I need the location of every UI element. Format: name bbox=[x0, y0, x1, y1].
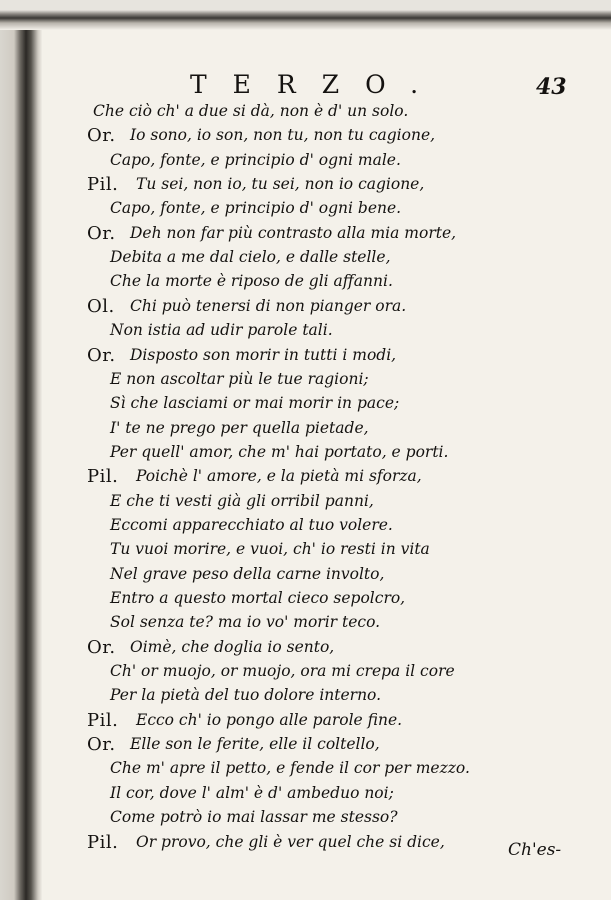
verse-line bbox=[0, 757, 611, 780]
verse-line bbox=[0, 538, 611, 561]
verse-line-text: Che la morte è riposo de gli affanni. bbox=[110, 272, 393, 291]
verse-line-text: Sol senza te? ma io vo' morir teco. bbox=[110, 613, 381, 632]
verse-line-text: Ch' or muojo, or muojo, ora mi crepa il core bbox=[110, 662, 455, 681]
verse-line-text: Debita a me dal cielo, e dalle stelle, bbox=[110, 248, 391, 267]
verse-line bbox=[0, 660, 611, 683]
verse-line-text: Come potrò io mai lassar me stesso? bbox=[110, 808, 398, 827]
verse-line-text: Per quell' amor, che m' hai portato, e porti. bbox=[110, 442, 449, 461]
speaker-label: Pil. bbox=[87, 174, 119, 196]
verse-line bbox=[0, 587, 611, 610]
speaker-label: Or. bbox=[87, 636, 116, 658]
running-title: TERZO. bbox=[190, 70, 445, 99]
verse-line-text: I' te ne prego per quella pietade, bbox=[110, 418, 369, 437]
verse-line bbox=[0, 149, 611, 172]
verse-line bbox=[0, 684, 611, 707]
verse-line-text: Capo, fonte, e principio d' ogni bene. bbox=[110, 199, 402, 218]
verse-line bbox=[0, 514, 611, 537]
verse-line-text: E non ascoltar più le tue ragioni; bbox=[110, 369, 369, 388]
verse-line-text: Eccomi apparecchiato al tuo volere. bbox=[110, 515, 393, 534]
verse-line-text: Ecco ch' io pongo alle parole fine. bbox=[136, 710, 403, 729]
speaker-label: Pil. bbox=[87, 709, 119, 731]
verse-line-text: Per la pietà del tuo dolore interno. bbox=[110, 686, 382, 705]
verse-line-text: Non istia ad udir parole tali. bbox=[110, 321, 333, 340]
verse-line bbox=[0, 709, 611, 732]
verse-line-text: Che m' apre il petto, e fende il cor per mezzo. bbox=[110, 759, 470, 778]
verse-line bbox=[0, 222, 611, 245]
verse-line bbox=[0, 806, 611, 829]
verse-line bbox=[0, 368, 611, 391]
verse-line bbox=[0, 295, 611, 318]
verse-line bbox=[0, 490, 611, 513]
speaker-label: Or. bbox=[87, 125, 116, 147]
verse-line-text: Io sono, io son, non tu, non tu cagione, bbox=[130, 126, 436, 145]
verse-line bbox=[0, 197, 611, 220]
verse-line bbox=[0, 417, 611, 440]
verse-line bbox=[0, 344, 611, 367]
verse-line bbox=[0, 270, 611, 293]
verse-line-text: Chi può tenersi di non pianger ora. bbox=[130, 296, 407, 315]
verse-line bbox=[0, 100, 611, 123]
speaker-label: Pil. bbox=[87, 831, 119, 853]
verse-line-text: E che ti vesti già gli orribil panni, bbox=[110, 491, 374, 510]
verse-line-text: Oimè, che doglia io sento, bbox=[130, 637, 335, 656]
verse-line-text: Sì che lasciami or mai morir in pace; bbox=[110, 394, 400, 413]
verse-line-text: Disposto son morir in tutti i modi, bbox=[130, 345, 397, 364]
verse-line bbox=[0, 733, 611, 756]
speaker-label: Or. bbox=[87, 222, 116, 244]
verse-line-text: Capo, fonte, e principio d' ogni male. bbox=[110, 150, 401, 169]
speaker-label: Ol. bbox=[87, 295, 115, 317]
verse-line bbox=[0, 392, 611, 415]
verse-line bbox=[0, 782, 611, 805]
verse-line-text: Il cor, dove l' alm' è d' ambeduo noi; bbox=[110, 783, 394, 802]
verse-line bbox=[0, 465, 611, 488]
verse-line-text: Entro a questo mortal cieco sepolcro, bbox=[110, 589, 406, 607]
speaker-label: Or. bbox=[87, 344, 116, 366]
catchword: Ch'es- bbox=[508, 840, 562, 860]
verse-line-text: Che ciò ch' a due si dà, non è d' un solo. bbox=[93, 102, 409, 120]
speaker-label: Pil. bbox=[87, 466, 119, 488]
verse-line-text: Nel grave peso della carne involto, bbox=[110, 564, 385, 583]
verse-line bbox=[0, 173, 611, 196]
verse-line-text: Elle son le ferite, elle il coltello, bbox=[130, 735, 380, 754]
verse-line-text: Deh non far più contrasto alla mia morte, bbox=[130, 223, 457, 242]
page-top-edge bbox=[0, 0, 611, 30]
verse-line-text: Or provo, che gli è ver quel che si dice, bbox=[136, 832, 445, 851]
verse-line-text: Tu sei, non io, tu sei, non io cagione, bbox=[136, 175, 425, 194]
verse-line-text: Tu vuoi morire, e vuoi, ch' io resti in vita bbox=[110, 540, 430, 559]
verse-line bbox=[0, 611, 611, 634]
verse-line bbox=[0, 246, 611, 269]
verse-line bbox=[0, 124, 611, 147]
page-number: 43 bbox=[536, 74, 567, 100]
verse-line-text: Poichè l' amore, e la pietà mi sforza, bbox=[136, 467, 422, 486]
verse-line bbox=[0, 636, 611, 659]
verse-line bbox=[0, 441, 611, 464]
verse-line bbox=[0, 319, 611, 342]
verse-line bbox=[0, 563, 611, 586]
speaker-label: Or. bbox=[87, 734, 116, 756]
